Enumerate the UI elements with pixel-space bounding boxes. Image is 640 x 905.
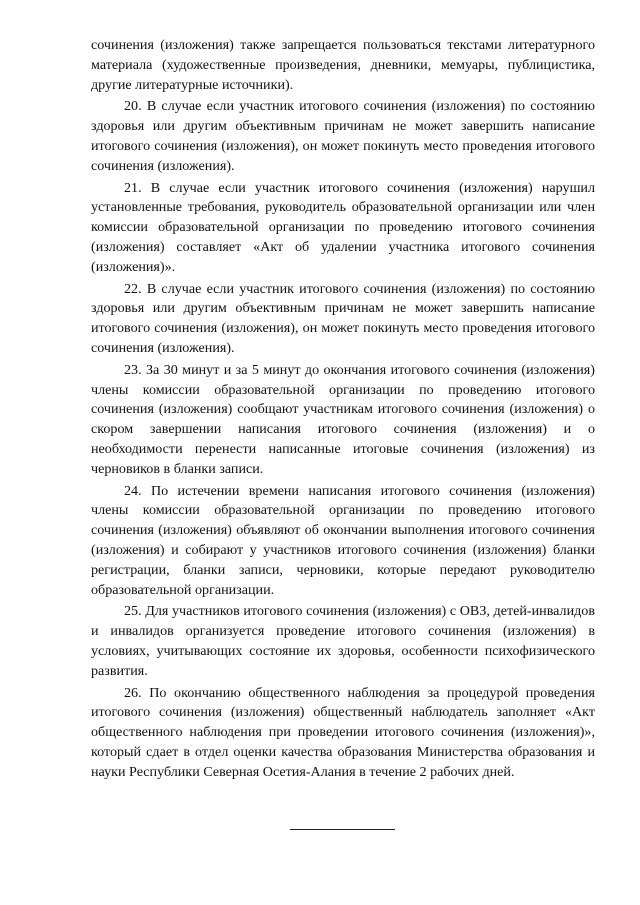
paragraph-26: 26. По окончанию общественного наблюдения за процедурой проведения итогового сочинения (изложения) общественный наблюдатель заполняет «Акт общественного наблюдения при проведении итогового сочинения (изложения)», который сдает в отдел оценки качества образования Министерства образования и науки Республики Северная Осетия-Алания в течение 2 рабочих дней. — [91, 684, 595, 780]
paragraph-20: 20. В случае если участник итогового сочинения (изложения) по состоянию здоровья или другим объективным причинам не может завершить написание итогового сочинения (изложения), он может покинуть место проведения итогового сочинения (изложения). — [91, 98, 595, 174]
paragraph-23: 23. За 30 минут и за 5 минут до окончания итогового сочинения (изложения) члены комиссии образовательной организации по проведению итогового сочинения (изложения) сообщают участникам итогового сочинения (изложения) о скором завершении написания итогового сочинения (изложения) и о необходимости перенести написанные итоговые сочинения (изложения) из черновиков в бланки записи. — [91, 361, 595, 477]
paragraph-22: 22. В случае если участник итогового сочинения (изложения) по состоянию здоровья или другим объективным причинам не может завершить написание итогового сочинения (изложения), он может покинуть место проведения итогового сочинения (изложения). — [91, 280, 595, 356]
end-separator-line — [290, 829, 395, 830]
paragraph-continuation: сочинения (изложения) также запрещается пользоваться текстами литературного материала (художественные произведения, дневники, мемуары, публицистика, другие литературные источники). — [91, 37, 595, 93]
paragraph-24: 24. По истечении времени написания итогового сочинения (изложения) члены комиссии образовательной организации по проведению итогового сочинения (изложения) объявляют об окончании выполнения итогового сочинения (изложения) и собирают у участников итогового сочинения (изложения) бланки регистрации, бланки записи, черновики, которые передают руководителю образовательной организации. — [91, 482, 595, 598]
document-body — [91, 36, 595, 782]
paragraph-21: 21. В случае если участник итогового сочинения (изложения) нарушил установленные требования, руководитель образовательной организации или член комиссии образовательной организации по проведению итогового сочинения (изложения) составляет «Акт об удалении участника итогового сочинения (изложения)». — [91, 179, 595, 275]
paragraph-25: 25. Для участников итогового сочинения (изложения) с ОВЗ, детей-инвалидов и инвалидов организуется проведение итогового сочинения (изложения) в условиях, учитывающих состояние их здоровья, особенности психофизического развития. — [91, 603, 595, 679]
